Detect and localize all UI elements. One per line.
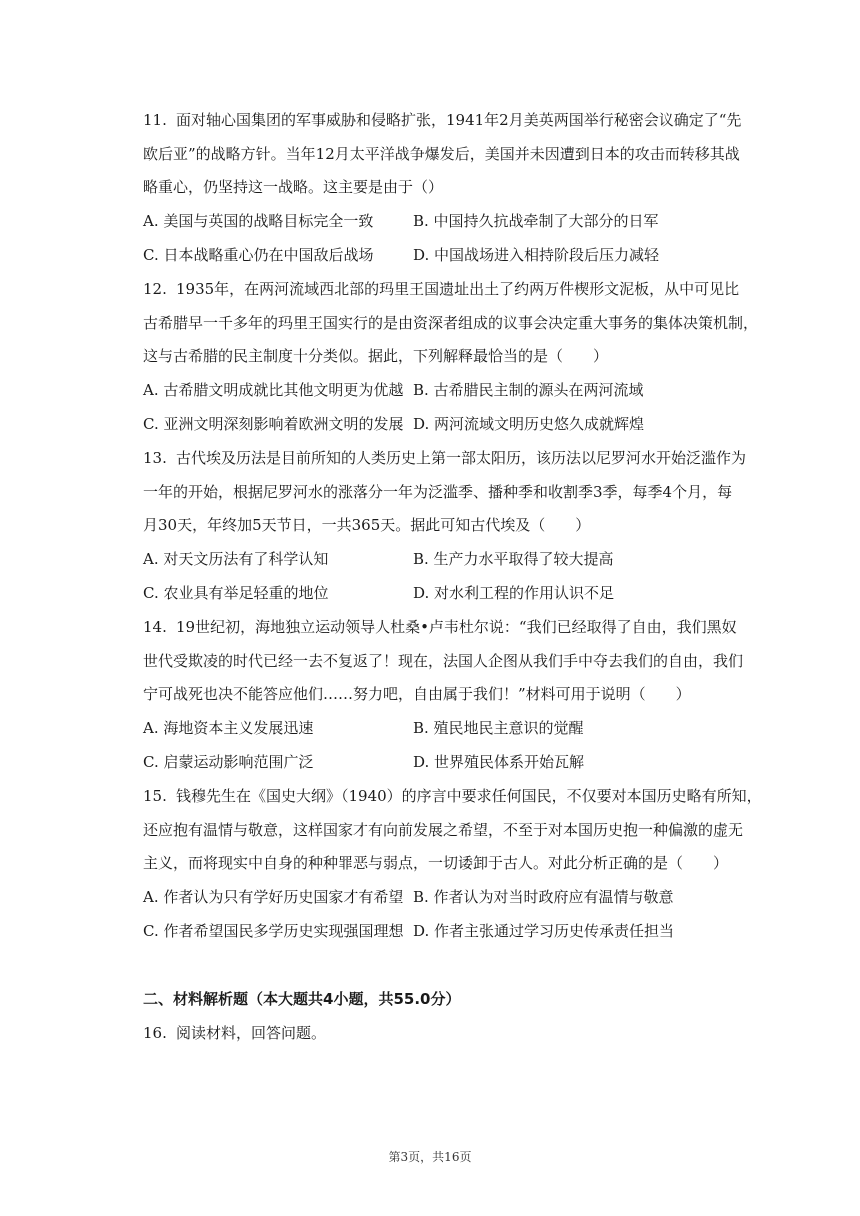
options-14 bbox=[143, 712, 763, 779]
option-d[interactable]: D. 对水利工程的作用认识不足 bbox=[413, 583, 615, 602]
question-number: 15. bbox=[143, 787, 167, 805]
question-16 bbox=[143, 1017, 326, 1050]
option-b[interactable]: B. 生产力水平取得了较大提高 bbox=[413, 550, 614, 568]
question-line: 古希腊早一千多年的玛里王国实行的是由资深者组成的议事会决定重大事务的集体决策机制， bbox=[143, 313, 759, 332]
question-text: 面对轴心国集团的军事威胁和侵略扩张，1941年2月美英两国举行秘密会议确定了“先 bbox=[176, 111, 742, 129]
question-13 bbox=[143, 442, 763, 543]
option-b[interactable]: B. 作者认为对当时政府应有温情与敬意 bbox=[413, 888, 674, 906]
option-c[interactable]: C. 作者希望国民多学历史实现强国理想 bbox=[143, 921, 404, 940]
option-d[interactable]: D. 作者主张通过学习历史传承责任担当 bbox=[413, 921, 675, 940]
question-line bbox=[143, 273, 763, 307]
question-line: 世代受欺凌的时代已经一去不复返了！现在，法国人企图从我们手中夺去我们的自由，我们 bbox=[143, 651, 744, 670]
question-line: 主义，而将现实中自身的种种罪恶与弱点，一切诿卸于古人。对此分析正确的是（ ） bbox=[143, 854, 729, 872]
option-d[interactable]: D. 世界殖民体系开始瓦解 bbox=[413, 752, 585, 771]
question-line: 一年的开始，根据尼罗河水的涨落分一年为泛滥季、播种季和收割季3季，每季4个月，每 bbox=[143, 482, 733, 501]
question-number: 12. bbox=[143, 280, 167, 298]
option-c[interactable]: C. 农业具有举足轻重的地位 bbox=[143, 583, 329, 602]
option-a[interactable]: A. 海地资本主义发展迅速 bbox=[143, 719, 314, 737]
question-number: 16. bbox=[143, 1024, 167, 1042]
question-line: 略重心，仍坚持这一战略。这主要是由于（） bbox=[143, 178, 444, 196]
question-15 bbox=[143, 780, 763, 881]
question-text: 钱穆先生在《国史大纲》（1940）的序言中要求任何国民，不仅要对本国历史略有所知， bbox=[176, 787, 762, 805]
options-11 bbox=[143, 205, 763, 272]
option-c[interactable]: C. 亚洲文明深刻影响着欧洲文明的发展 bbox=[143, 414, 404, 433]
question-number: 14. bbox=[143, 618, 167, 636]
question-text: 1935年，在两河流域西北部的玛里王国遗址出土了约两万件楔形文泥板，从中可见比 bbox=[176, 280, 740, 298]
option-a[interactable]: A. 美国与英国的战略目标完全一致 bbox=[143, 212, 374, 230]
question-line bbox=[143, 780, 763, 814]
option-b[interactable]: B. 古希腊民主制的源头在两河流域 bbox=[413, 381, 644, 399]
question-14 bbox=[143, 611, 763, 712]
option-c[interactable]: C. 启蒙运动影响范围广泛 bbox=[143, 752, 314, 771]
option-a[interactable]: A. 作者认为只有学好历史国家才有希望 bbox=[143, 888, 404, 906]
question-text: 阅读材料，回答问题。 bbox=[176, 1024, 327, 1042]
question-line: 欧后亚”的战略方针。当年12月太平洋战争爆发后，美国并未因遭到日本的攻击而转移其战 bbox=[143, 144, 740, 163]
question-text: 19世纪初，海地独立运动领导人杜桑•卢韦杜尔说：“我们已经取得了自由，我们黑奴 bbox=[176, 618, 737, 636]
question-line: 这与古希腊的民主制度十分类似。据此，下列解释最恰当的是（ ） bbox=[143, 347, 609, 365]
question-line bbox=[143, 442, 763, 476]
question-number: 13. bbox=[143, 449, 167, 467]
options-13 bbox=[143, 543, 763, 610]
option-a[interactable]: A. 对天文历法有了科学认知 bbox=[143, 550, 329, 568]
question-line bbox=[143, 611, 763, 645]
question-text: 古代埃及历法是目前所知的人类历史上第一部太阳历，该历法以尼罗河水开始泛滥作为 bbox=[176, 449, 747, 467]
question-line: 还应抱有温情与敬意，这样国家才有向前发展之希望，不至于对本国历史抱一种偏激的虚无 bbox=[143, 820, 744, 839]
option-a[interactable]: A. 古希腊文明成就比其他文明更为优越 bbox=[143, 381, 404, 399]
option-b[interactable]: B. 中国持久抗战牵制了大部分的日军 bbox=[413, 212, 659, 230]
options-15 bbox=[143, 881, 763, 948]
question-11 bbox=[143, 104, 763, 205]
option-d[interactable]: D. 两河流域文明历史悠久成就辉煌 bbox=[413, 414, 645, 433]
question-line bbox=[143, 104, 763, 138]
question-number: 11. bbox=[143, 111, 167, 129]
option-c[interactable]: C. 日本战略重心仍在中国敌后战场 bbox=[143, 245, 374, 264]
question-line: 月30天，年终加5天节日，一共365天。据此可知古代埃及（ ） bbox=[143, 516, 591, 534]
section-heading: 二、材料解析题（本大题共4小题，共55.0分） bbox=[143, 990, 461, 1008]
question-12 bbox=[143, 273, 763, 374]
option-b[interactable]: B. 殖民地民主意识的觉醒 bbox=[413, 719, 584, 737]
question-line: 宁可战死也决不能答应他们……努力吧，自由属于我们！”材料可用于说明（ ） bbox=[143, 685, 691, 703]
page-footer: 第3页，共16页 bbox=[388, 1150, 472, 1164]
option-d[interactable]: D. 中国战场进入相持阶段后压力减轻 bbox=[413, 245, 660, 264]
options-12 bbox=[143, 374, 763, 441]
